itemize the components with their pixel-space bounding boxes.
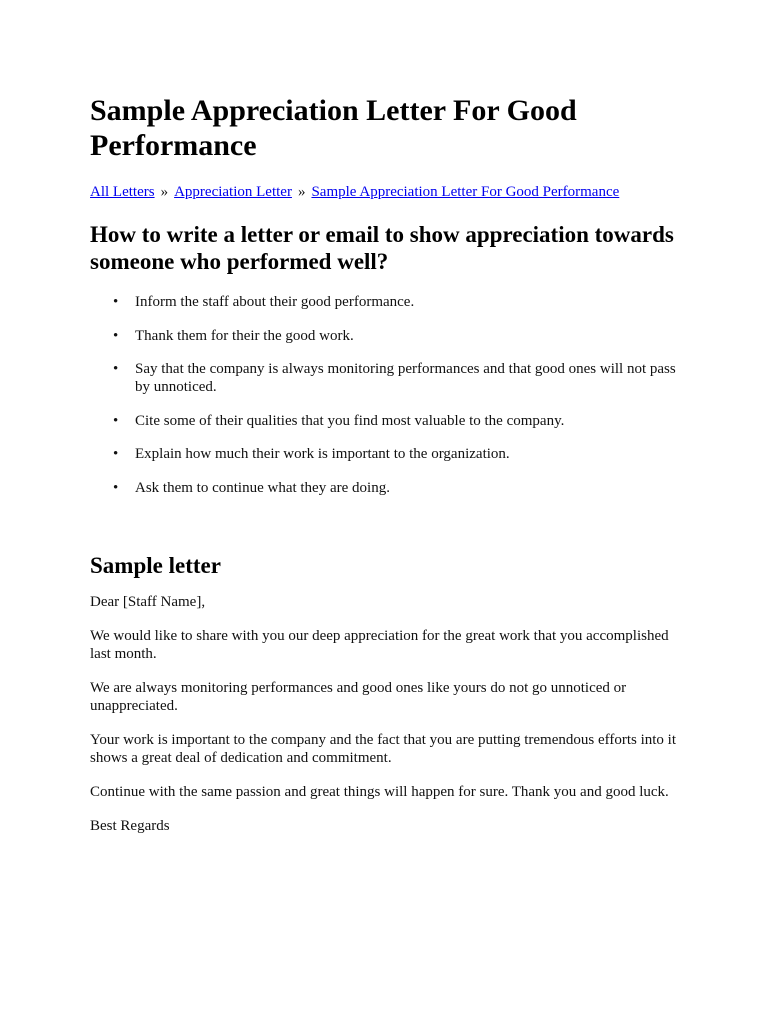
breadcrumb-separator: » [160,184,169,200]
letter-salutation: Dear [Staff Name], [90,593,206,610]
list-item-text: Thank them for their the good work. [135,327,354,344]
letter-paragraph: We are always monitoring performances and good ones like yours do not go unnoticed or unappreciated. [90,679,627,714]
bullet-icon: • [113,327,119,344]
bullet-icon: • [113,446,119,462]
breadcrumb-link-current-page[interactable]: Sample Appreciation Letter For Good Performance [311,184,620,200]
breadcrumb-separator: » [297,184,306,200]
document-page [90,93,680,835]
list-item-text: Say that the company is always monitoring performances and that good ones will not pass by unnoticed. [135,361,676,395]
bullet-icon: • [113,412,119,429]
breadcrumb-link-all-letters[interactable]: All Letters [90,184,155,200]
sample-letter-heading: Sample letter [90,552,221,578]
list-item [113,293,680,311]
list-item-text: Inform the staff about their good performance. [135,294,415,310]
bullet-icon: • [113,479,119,496]
letter-closing: Best Regards [90,817,170,834]
breadcrumb [90,183,680,201]
list-item [113,327,680,345]
list-item [113,445,680,463]
bullet-icon: • [113,294,119,310]
list-item-text: Cite some of their qualities that you find most valuable to the company. [135,412,565,429]
letter-paragraph: Your work is important to the company and the fact that you are putting tremendous efforts into it shows a great deal of dedication and commitment. [90,731,677,766]
list-item-text: Explain how much their work is important to the organization. [135,446,510,462]
page-title: Sample Appreciation Letter For Good Performance [90,94,577,162]
breadcrumb-link-appreciation-letter[interactable]: Appreciation Letter [174,184,292,200]
how-to-heading: How to write a letter or email to show appreciation towards someone who performed well? [90,222,674,274]
bullet-icon: • [113,361,119,377]
list-item [113,479,680,497]
list-item-text: Ask them to continue what they are doing. [135,479,390,496]
list-item [113,412,680,430]
letter-paragraph: Continue with the same passion and great things will happen for sure. Thank you and good luck. [90,783,669,800]
letter-paragraph: We would like to share with you our deep appreciation for the great work that you accomplished last month. [90,627,669,662]
list-item [113,360,680,396]
tips-list [90,293,680,497]
